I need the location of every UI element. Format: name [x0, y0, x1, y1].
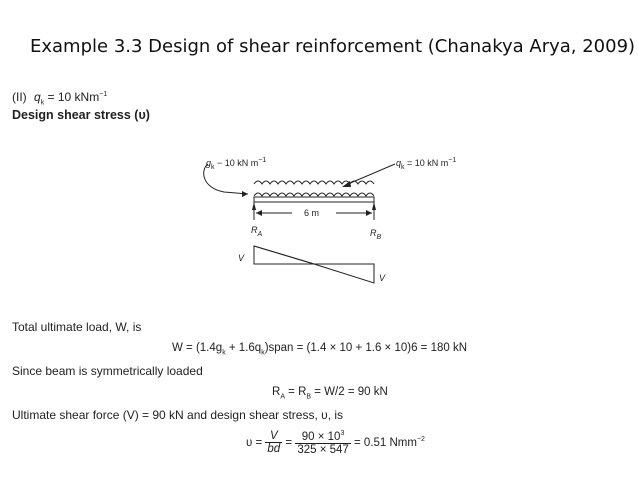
- case-load-symbol: q: [34, 90, 41, 104]
- shear-right-label: V: [379, 273, 386, 283]
- symmetric-text: Since beam is symmetrically loaded: [12, 364, 203, 378]
- left-load-arrowhead: [242, 191, 248, 197]
- distributed-load-top: [254, 181, 374, 184]
- total-load-text: Total ultimate load, W, is: [12, 320, 142, 334]
- fraction-values: $\frac{90 \times 10^3}{325 \times 547}$: [297, 430, 349, 456]
- slide-title: Example 3.3 Design of shear reinforcement (Chanakya Arya, 2009): [30, 36, 636, 57]
- case-load-value: = 10 kNm: [44, 90, 100, 104]
- shear-diagram-negative: [314, 264, 374, 283]
- right-load-label: $q_k = 10$ kN $m^{-1}$: [396, 157, 457, 171]
- left-load-label: $g_k - 10$ kN $m^{-1}$: [206, 157, 267, 171]
- reactions-equation: $R_A = R_B = W/2 = 90$ kN: [272, 386, 388, 401]
- case-label: (II): [12, 90, 27, 104]
- beam: [254, 197, 374, 202]
- distributed-load-bottom: [254, 193, 374, 196]
- support-a: [252, 202, 256, 220]
- total-load-equation: $W = (1.4g_k$ + $1.6q_k)span = (1.4 \times 10 + 1.6 \times 10)6 = 180$ kN: [172, 342, 468, 357]
- fraction-v-bd: $\frac{V}{bd}$: [267, 430, 281, 456]
- reaction-a-label: $R_A$: [251, 225, 263, 238]
- reaction-b-label: $R_B$: [370, 228, 382, 241]
- section-heading: Design shear stress (υ): [12, 108, 150, 122]
- load-case-line: [12, 90, 107, 106]
- shear-stress-equation: υ = $\frac{V}{bd}$ = $\frac{90 \times 10^3}{325 \times 547}$ = 0.51 Nmm$^{-2}$: [246, 430, 425, 456]
- span-label: 6 m: [304, 208, 320, 218]
- shear-left-label: V: [238, 253, 245, 263]
- case-load-sub: k: [40, 99, 45, 107]
- case-load-exp: −1: [99, 91, 108, 98]
- support-b: [372, 202, 376, 220]
- beam-diagram: [190, 150, 420, 290]
- shear-force-text: Ultimate shear force (V) = 90 kN and design shear stress, υ, is: [12, 408, 344, 422]
